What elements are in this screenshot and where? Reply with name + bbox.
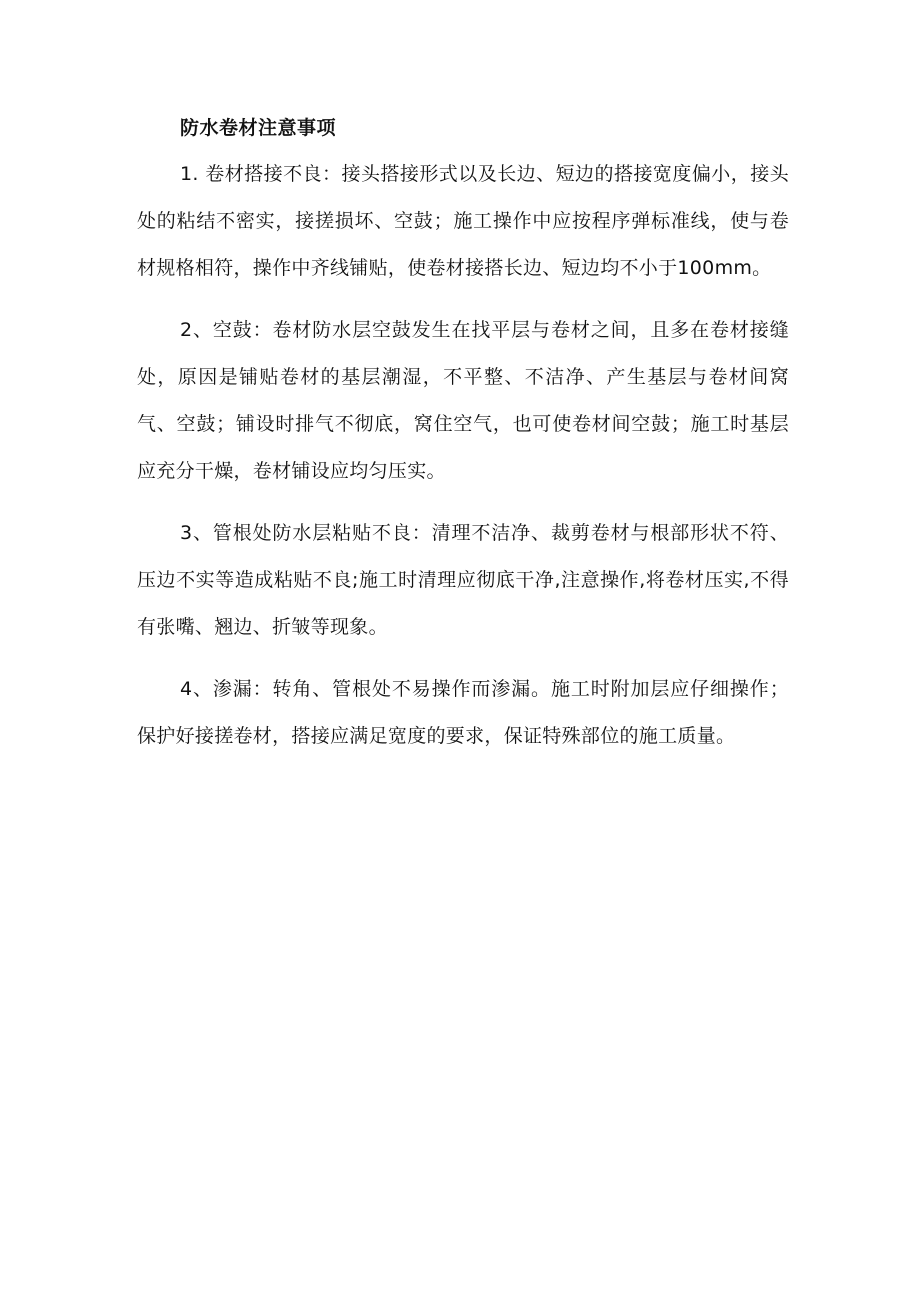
document-title: 防水卷材注意事项 xyxy=(180,117,337,139)
document-body xyxy=(137,113,789,760)
paragraph-1: 1. 卷材搭接不良：接头搭接形式以及长边、短边的搭接宽度偏小，接头处的粘结不密实，接搓损坏、空鼓；施工操作中应按程序弹标准线，使与卷材规格相符，操作中齐线铺贴，使卷材接搭长边、短边均不小于100mm。 xyxy=(137,163,789,279)
paragraph-2: 2、空鼓：卷材防水层空鼓发生在找平层与卷材之间，且多在卷材接缝处，原因是铺贴卷材的基层潮湿，不平整、不洁净、产生基层与卷材间窝气、空鼓；铺设时排气不彻底，窝住空气，也可使卷材间空鼓；施工时基层应充分干燥，卷材铺设应均匀压实。 xyxy=(137,319,789,482)
paragraph-3: 3、管根处防水层粘贴不良：清理不洁净、裁剪卷材与根部形状不符、压边不实等造成粘贴不良;施工时清理应彻底干净,注意操作,将卷材压实,不得有张嘴、翘边、折皱等现象。 xyxy=(137,522,789,638)
paragraph-4: 4、渗漏：转角、管根处不易操作而渗漏。施工时附加层应仔细操作；保护好接搓卷材，搭接应满足宽度的要求，保证特殊部位的施工质量。 xyxy=(137,678,789,747)
